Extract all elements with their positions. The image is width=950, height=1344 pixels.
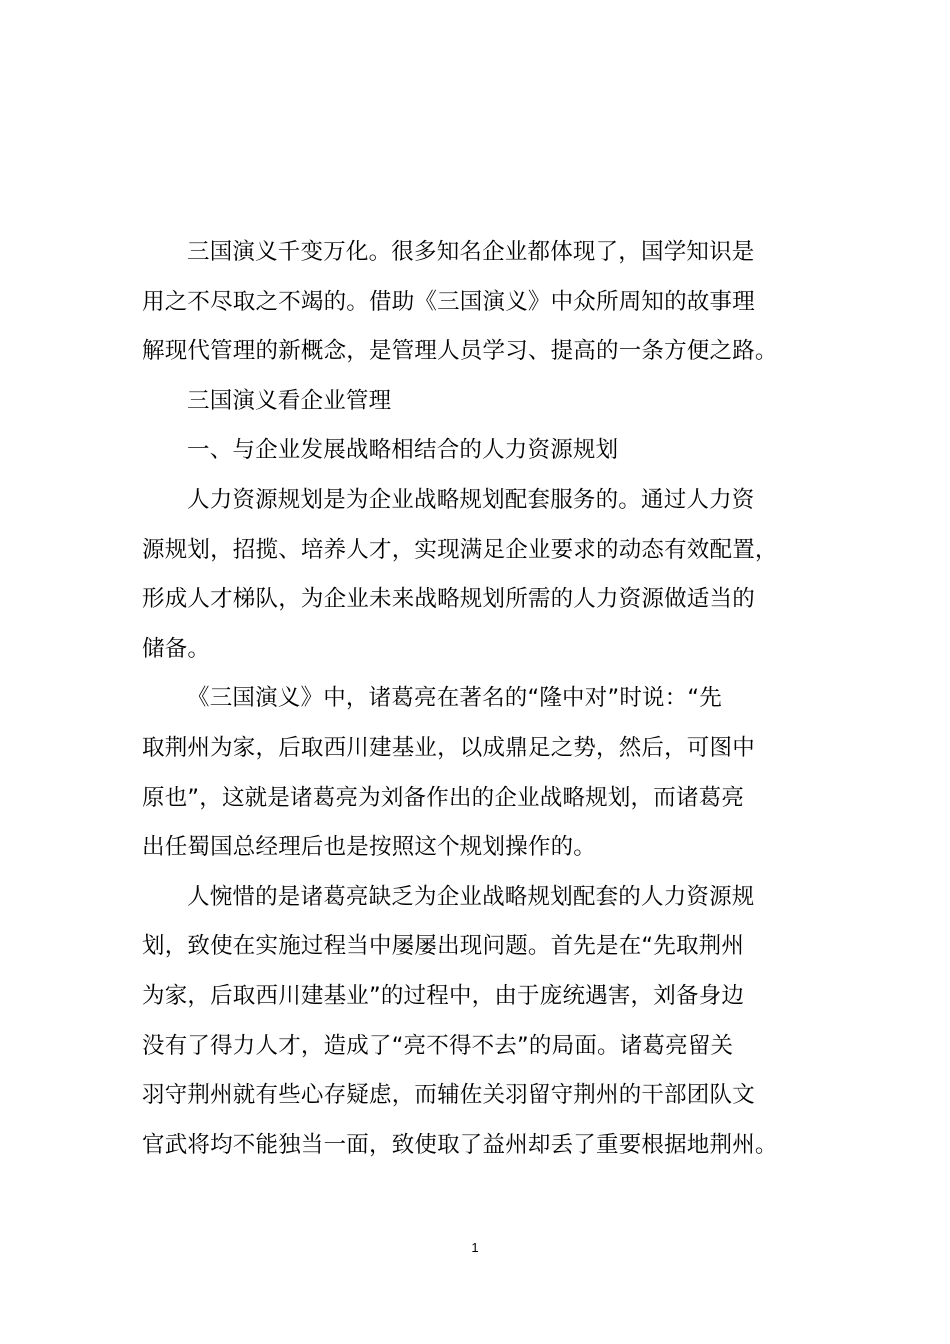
text-line: 三国演义看企业管理 [187, 387, 392, 414]
paragraph-hr-planning [142, 476, 818, 674]
text-line: 一、与企业发展战略相结合的人力资源规划 [187, 437, 619, 464]
text-line: 用之不尽取之不竭的。借助《三国演义》中众所周知的故事理 [142, 288, 755, 315]
text-line: 为家，后取西川建基业”的过程中，由于庞统遇害，刘备身边 [142, 982, 745, 1009]
text-line: 《三国演义》中，诸葛亮在著名的“隆中对”时说：“先 [187, 685, 722, 712]
page-number: 1 [471, 1240, 479, 1255]
text-line: 羽守荆州就有些心存疑虑，而辅佐关羽留守荆州的干部团队文 [142, 1082, 755, 1109]
text-line: 储备。 [142, 635, 211, 662]
text-line: 划，致使在实施过程当中屡屡出现问题。首先是在“先取荆州 [142, 933, 745, 960]
text-line: 人惋惜的是诸葛亮缺乏为企业战略规划配套的人力资源规 [187, 883, 755, 910]
text-line: 人力资源规划是为企业战略规划配套服务的。通过人力资 [187, 486, 755, 513]
text-line: 没有了得力人才，造成了“亮不得不去”的局面。诸葛亮留关 [142, 1032, 734, 1059]
text-line: 官武将均不能独当一面，致使取了益州却丢了重要根据地荆州。 [142, 1131, 778, 1158]
paragraph-intro [142, 228, 818, 377]
text-line: 原也”，这就是诸葛亮为刘备作出的企业战略规划，而诸葛亮 [142, 784, 745, 811]
text-line: 出任蜀国总经理后也是按照这个规划操作的。 [142, 834, 597, 861]
text-line: 取荆州为家，后取西川建基业，以成鼎足之势，然后，可图中 [142, 734, 755, 761]
text-line: 源规划，招揽、培养人才，实现满足企业要求的动态有效配置， [142, 536, 778, 563]
text-line: 三国演义千变万化。很多知名企业都体现了，国学知识是 [187, 239, 755, 265]
paragraph-jingzhou [142, 873, 818, 1171]
section-title [142, 377, 818, 427]
text-line: 解现代管理的新概念，是管理人员学习、提高的一条方便之路。 [142, 338, 778, 365]
section-heading-1 [142, 426, 818, 476]
paragraph-longzhong [142, 674, 818, 872]
document-body [142, 228, 818, 1170]
text-line: 形成人才梯队，为企业未来战略规划所需的人力资源做适当的 [142, 586, 755, 613]
